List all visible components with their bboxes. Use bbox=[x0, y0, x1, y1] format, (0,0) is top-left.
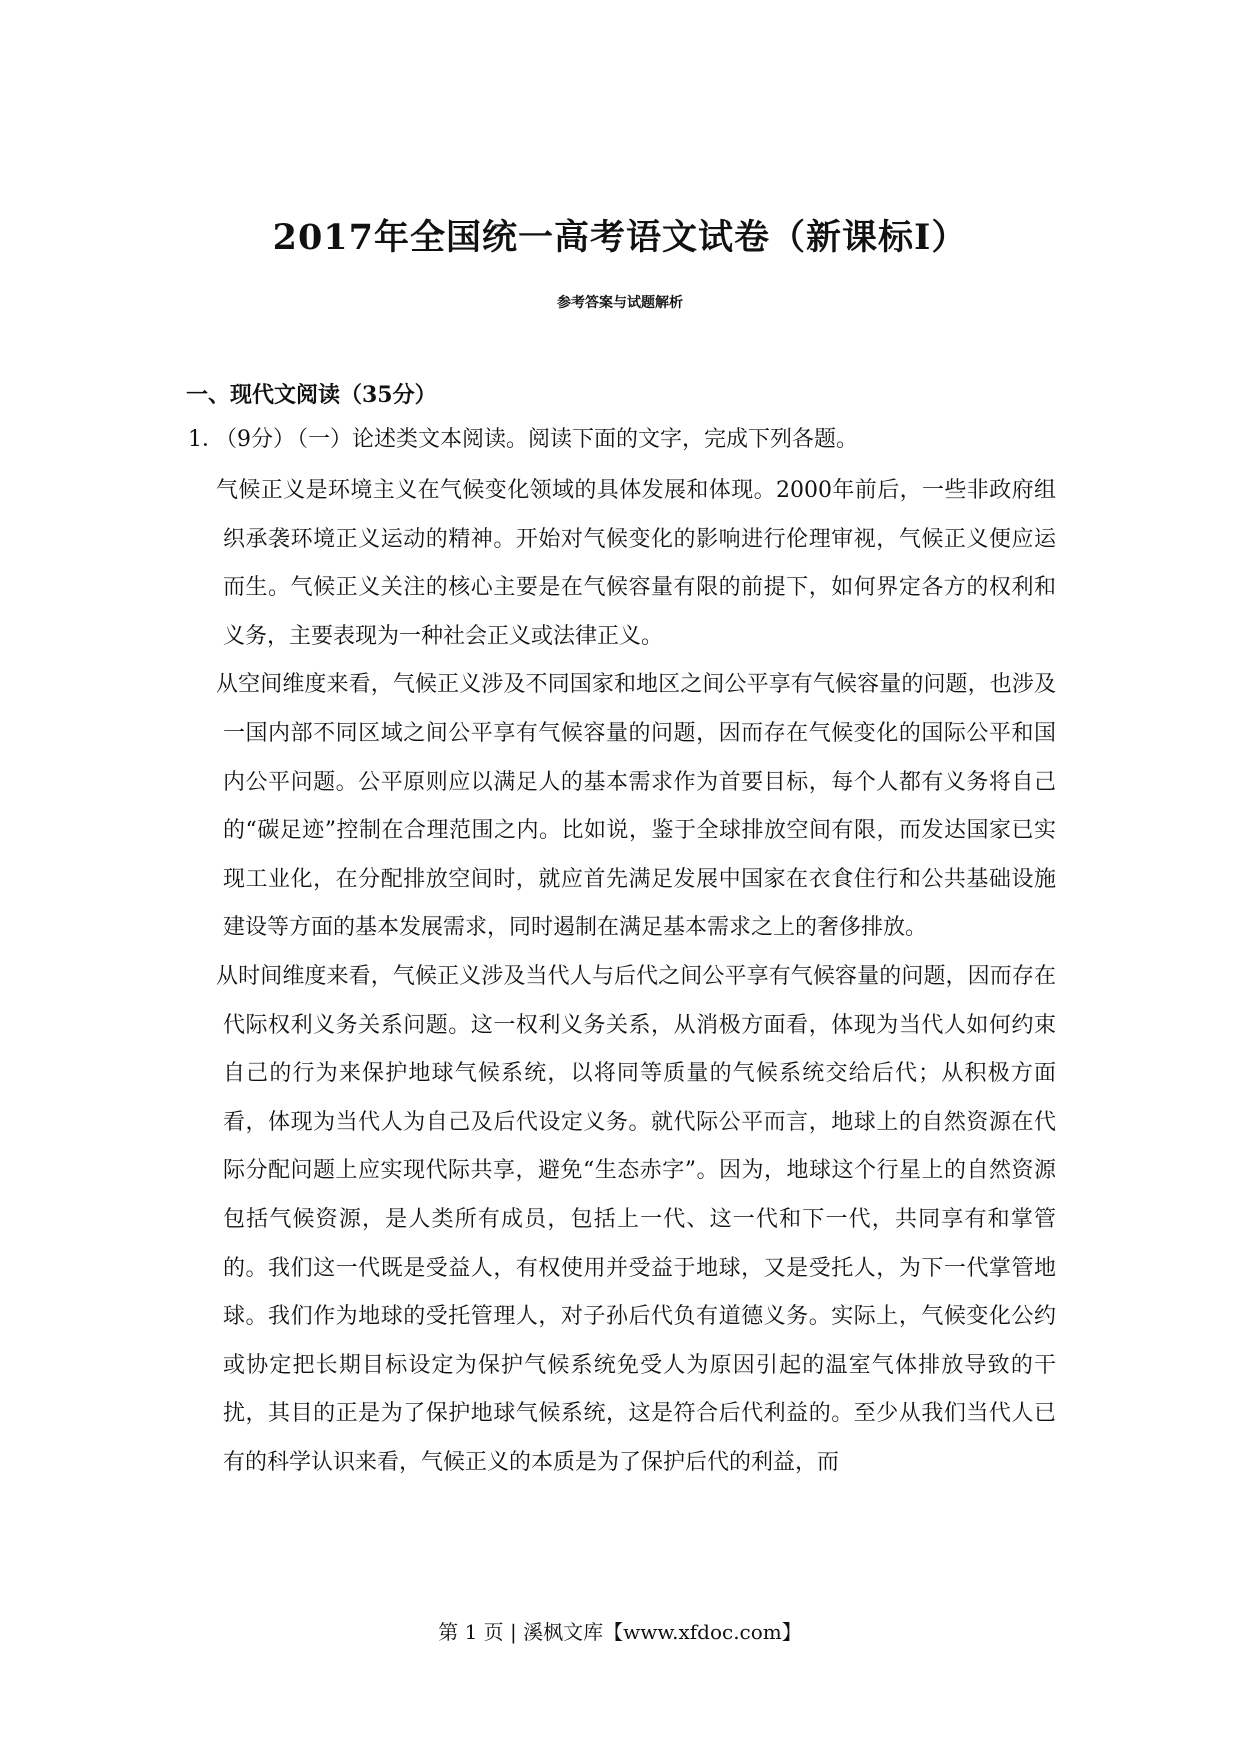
question-points: （9分） bbox=[226, 427, 295, 452]
question-header bbox=[188, 423, 860, 457]
passage-paragraph: 气候正义是环境主义在气候变化领域的具体发展和体现。2000年前后，一些非政府组织承袭环境正义运动的精神。开始对气候变化的影响进行伦理审视，气候正义便应运而生。气候正义关注的核心主要是在气候容量有限的前提下，如何界定各方的权利和义务，主要表现为一种社会正义或法律正义。 bbox=[216, 478, 1056, 649]
page-subtitle: 参考答案与试题解析 bbox=[557, 295, 683, 311]
passage-paragraph: 从时间维度来看，气候正义涉及当代人与后代之间公平享有气候容量的问题，因而存在代际权利义务关系问题。这一权利义务关系，从消极方面看，体现为当代人如何约束自己的行为来保护地球气候系统，以将同等质量的气候系统交给后代；从积极方面看，体现为当代人为自己及后代设定义务。就代际公平而言，地球上的自然资源在代际分配问题上应实现代际共享，避免“生态赤字”。因为，地球这个行星上的自然资源包括气候资源，是人类所有成员，包括上一代、这一代和下一代，共同享有和掌管的。我们这一代既是受益人，有权使用并受益于地球，又是受托人，为下一代掌管地球。我们作为地球的受托管理人，对子孙后代负有道德义务。实际上，气候变化公约或协定把长期目标设定为保护气候系统免受人为原因引起的温室气体排放导致的干扰，其目的正是为了保护地球气候系统，这是符合后代利益的。至少从我们当代人已有的科学认识来看，气候正义的本质是为了保护后代的利益，而 bbox=[216, 963, 1056, 1475]
question-instruction: （一）论述类文本阅读。阅读下面的文字，完成下列各题。 bbox=[297, 427, 859, 452]
passage-paragraph: 从空间维度来看，气候正义涉及不同国家和地区之间公平享有气候容量的问题，也涉及一国内部不同区域之间公平享有气候容量的问题，因而存在气候变化的国际公平和国内公平问题。公平原则应以满足人的基本需求作为首要目标，每个人都有义务将自己的“碳足迹”控制在合理范围之内。比如说，鉴于全球排放空间有限，而发达国家已实现工业化，在分配排放空间时，就应首先满足发展中国家在衣食住行和公共基础设施建设等方面的基本发展需求，同时遏制在满足基本需求之上的奢侈排放。 bbox=[216, 672, 1056, 941]
page-title: 2017年全国统一高考语文试卷（新课标Ⅰ） bbox=[272, 217, 968, 258]
page-footer: 第 1 页 | 溪枫文库【www.xfdoc.com】 bbox=[438, 1620, 802, 1644]
section-heading: 一、现代文阅读（35分） bbox=[186, 382, 437, 408]
reading-passage bbox=[216, 467, 1056, 1487]
question-number: 1． bbox=[188, 427, 224, 452]
